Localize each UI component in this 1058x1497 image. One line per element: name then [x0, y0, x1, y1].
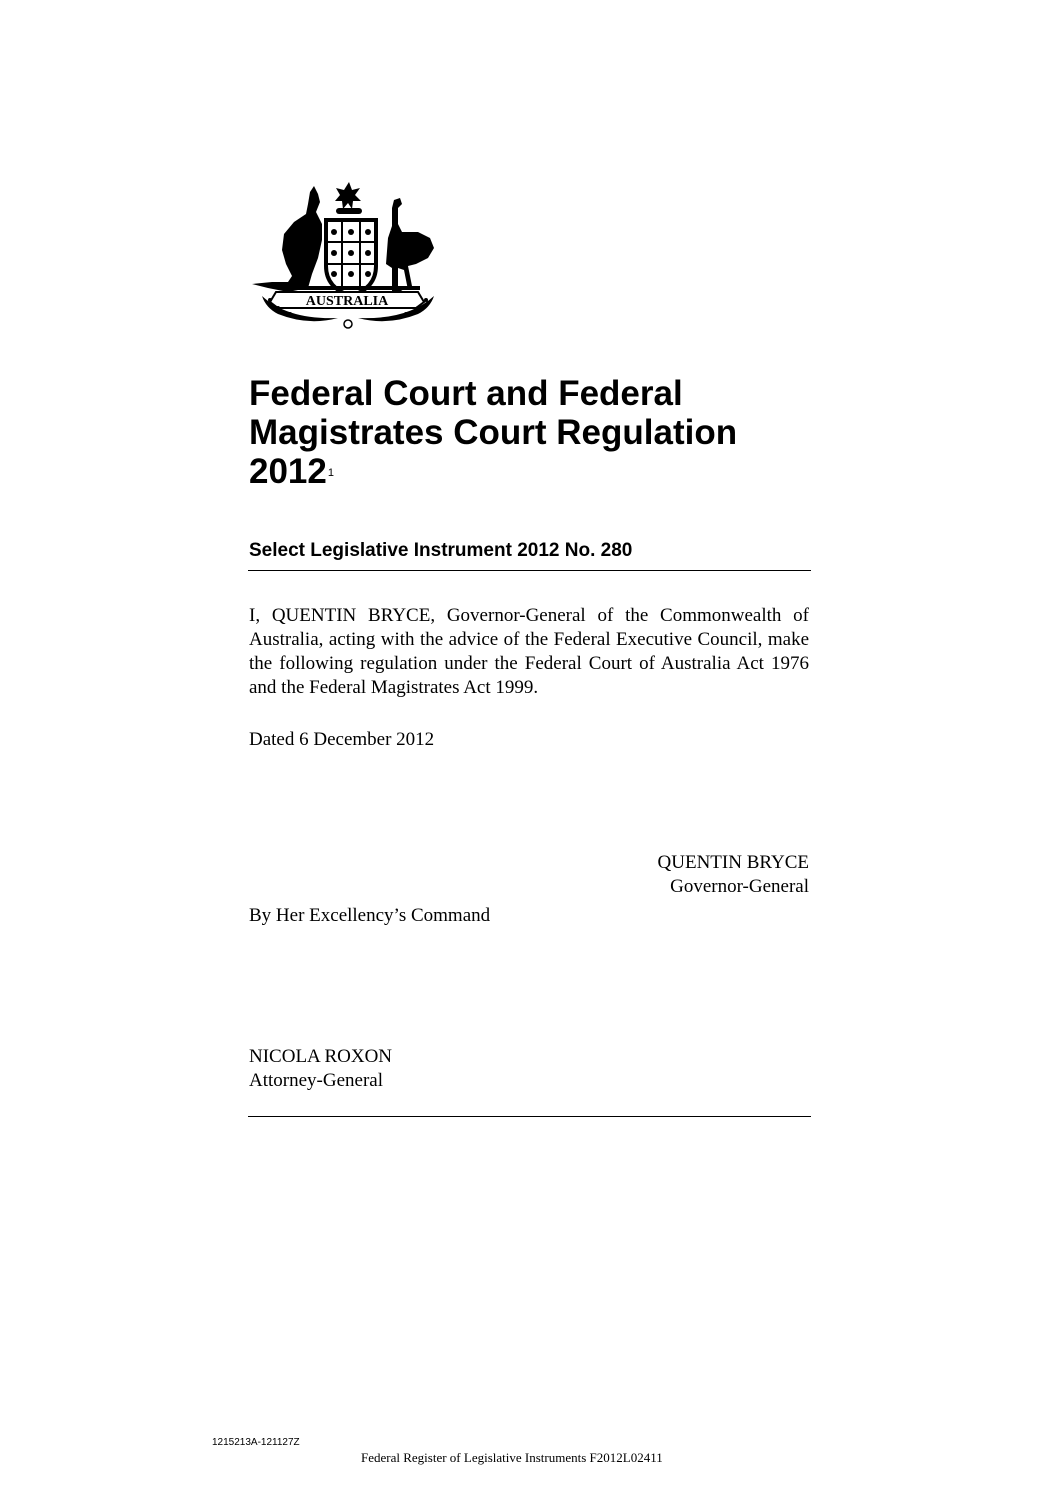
- governor-general-title: Governor-General: [670, 876, 809, 897]
- governor-general-signature-block: [658, 851, 809, 899]
- coat-of-arms-icon: [248, 178, 446, 334]
- regulation-title: [249, 374, 849, 491]
- title-line-3: [249, 452, 849, 491]
- attorney-general-title: Attorney-General: [249, 1070, 383, 1091]
- crest-label: AUSTRALIA: [305, 294, 389, 309]
- register-footer: Federal Register of Legislative Instruments F2012L02411: [361, 1450, 663, 1465]
- attorney-general-name: NICOLA ROXON: [249, 1046, 393, 1067]
- command-line: By Her Excellency’s Command: [249, 905, 491, 926]
- divider-top: [248, 570, 811, 571]
- emu-shape: [386, 198, 434, 292]
- title-line-1: Federal Court and Federal: [249, 374, 683, 413]
- preamble-paragraph: I, QUENTIN BRYCE, Governor-General of the Commonwealth of Australia, acting with the advice of the Federal Executive Council, make the following regulation under the Federal Court of Australia Act 1976 and the Federal Magistrates Act 1999.: [249, 605, 809, 698]
- footnote-reference[interactable]: 1: [327, 467, 334, 479]
- title-line-2: Magistrates Court Regulation: [249, 413, 738, 452]
- document-id: 1215213A-121127Z: [212, 1437, 300, 1448]
- kangaroo-shape: [252, 186, 322, 292]
- crest-star: [335, 182, 361, 209]
- crest-wreath: [336, 208, 362, 214]
- date-line: Dated 6 December 2012: [249, 729, 435, 750]
- attorney-general-signature-block: [249, 1045, 392, 1093]
- instrument-number: Select Legislative Instrument 2012 No. 280: [249, 540, 633, 561]
- governor-general-name: QUENTIN BRYCE: [657, 852, 809, 873]
- title-year: 2012: [249, 452, 327, 491]
- divider-bottom: [248, 1116, 811, 1117]
